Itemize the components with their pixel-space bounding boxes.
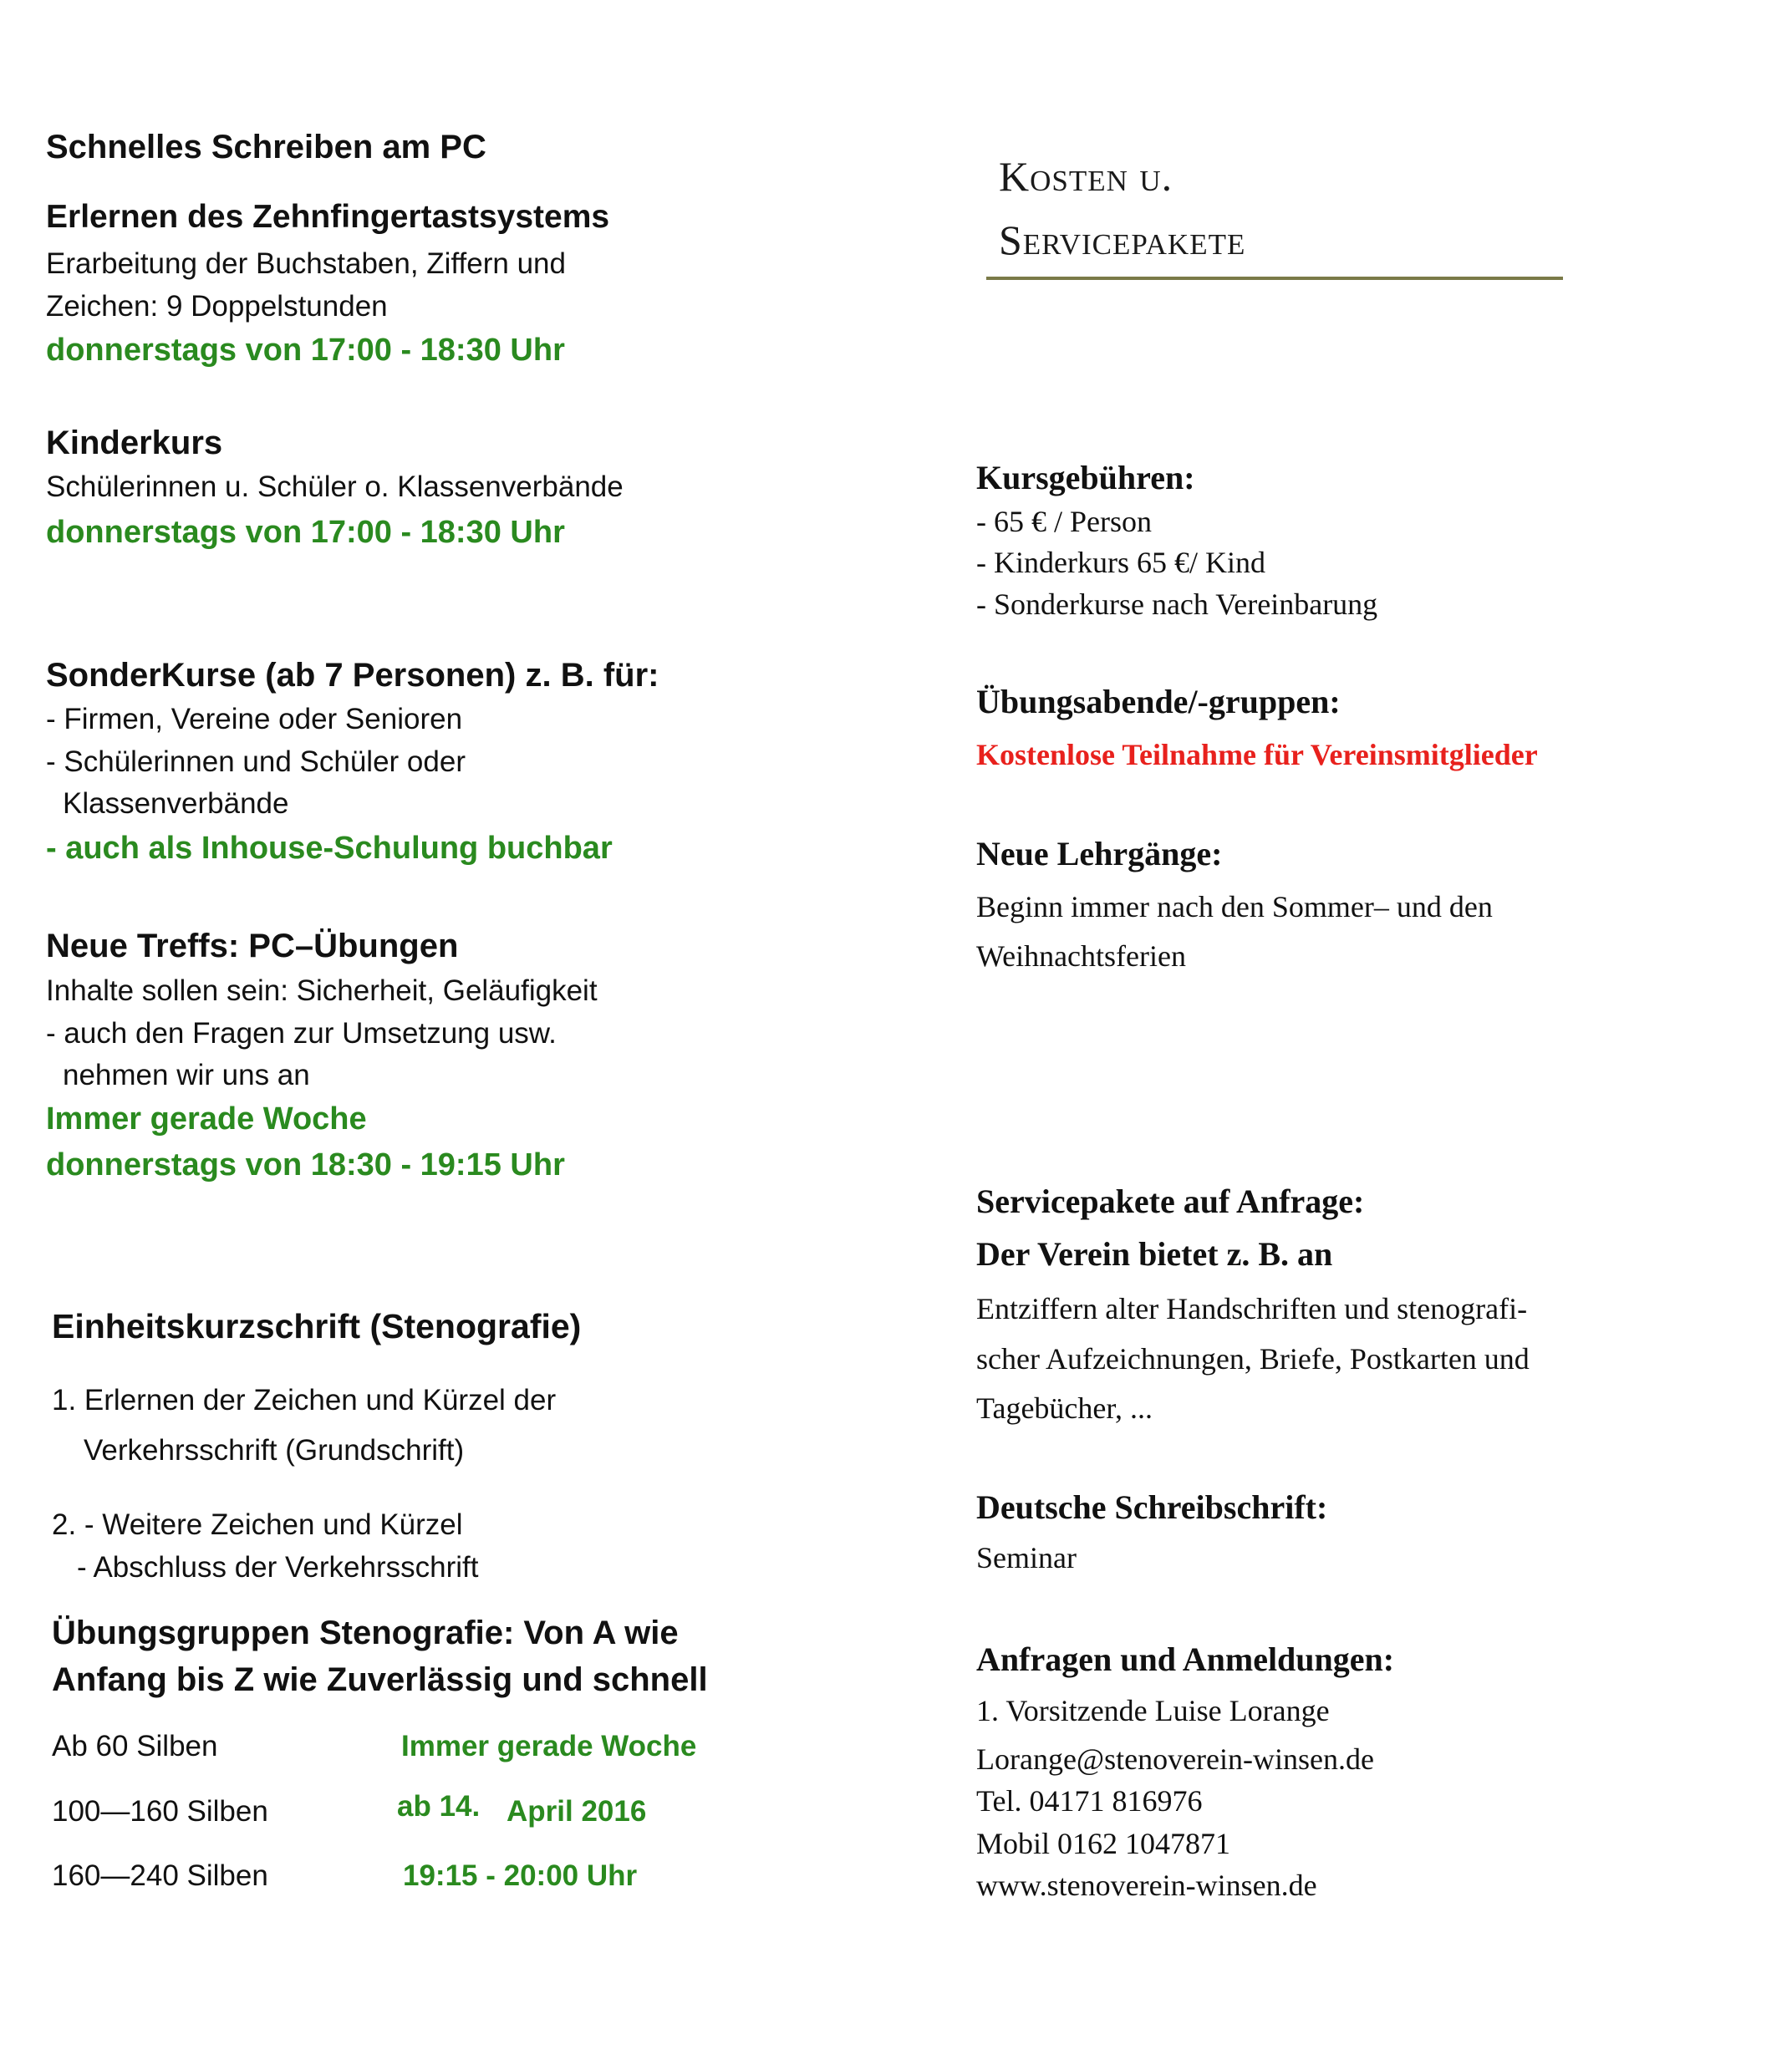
steno-heading: Einheitskurzschrift (Stenografie) [52, 1307, 582, 1345]
group-row-2-label: 100—160 Silben [52, 1795, 268, 1828]
treffs-line-2: - auch den Fragen zur Umsetzung usw. [46, 1017, 557, 1050]
group-row-2-info-b: April 2016 [507, 1795, 647, 1828]
groups-heading-1: Übungsgruppen Stenografie: Von A wie [52, 1615, 679, 1651]
service-line-1: Entziffern alter Handschriften und stenografi- [976, 1292, 1528, 1325]
sonderkurse-line-2: - Schülerinnen und Schüler oder [46, 745, 466, 778]
practice-free-note: Kostenlose Teilnahme für Vereinsmitglieder [976, 738, 1538, 771]
sonderkurse-heading: SonderKurse (ab 7 Personen) z. B. für: [46, 657, 659, 694]
treffs-line-3: nehmen wir uns an [63, 1059, 310, 1091]
treffs-time: donnerstags von 18:30 - 19:15 Uhr [46, 1147, 565, 1182]
practice-heading: Übungsabende/-gruppen: [976, 683, 1341, 720]
service-line-2: scher Aufzeichnungen, Briefe, Postkarten und [976, 1342, 1530, 1376]
kinderkurs-heading: Kinderkurs [46, 425, 223, 461]
zehnfinger-time: donnerstags von 17:00 - 18:30 Uhr [46, 333, 565, 368]
groups-heading-2: Anfang bis Z wie Zuverlässig und schnell [52, 1661, 708, 1698]
group-row-3-info: 19:15 - 20:00 Uhr [403, 1859, 638, 1892]
zehnfinger-line-1: Erarbeitung der Buchstaben, Ziffern und [46, 247, 566, 280]
steno-item-2a: 2. - Weitere Zeichen und Kürzel [52, 1508, 463, 1541]
fees-heading: Kursgebühren: [976, 459, 1195, 496]
fees-line-3: - Sonderkurse nach Vereinbarung [976, 587, 1378, 621]
group-row-1-label: Ab 60 Silben [52, 1730, 218, 1762]
courses-line-2: Weihnachtsferien [976, 939, 1186, 973]
zehnfinger-heading: Erlernen des Zehnfingertastsystems [46, 199, 610, 235]
title-underline [986, 277, 1563, 280]
courses-heading: Neue Lehrgänge: [976, 835, 1223, 872]
contact-phone: Tel. 04171 816976 [976, 1784, 1203, 1818]
group-row-3-label: 160—240 Silben [52, 1859, 268, 1892]
service-heading-1: Servicepakete auf Anfrage: [976, 1182, 1365, 1220]
contact-website[interactable]: www.stenoverein-winsen.de [976, 1869, 1317, 1902]
zehnfinger-line-2: Zeichen: 9 Doppelstunden [46, 290, 388, 323]
page-title-line-1: Kosten u. [999, 153, 1173, 200]
service-heading-2: Der Verein bietet z. B. an [976, 1235, 1333, 1273]
page-title-line-2: Servicepakete [999, 216, 1246, 263]
group-row-2-info-a: ab 14. [397, 1790, 481, 1823]
service-line-3: Tagebücher, ... [976, 1391, 1153, 1425]
fees-line-2: - Kinderkurs 65 €/ Kind [976, 546, 1265, 579]
script-heading: Deutsche Schreibschrift: [976, 1488, 1328, 1526]
inhouse-highlight: - auch als Inhouse-Schulung buchbar [46, 831, 613, 866]
contact-chair: 1. Vorsitzende Luise Lorange [976, 1694, 1330, 1727]
sonderkurse-line-3: Klassenverbände [63, 787, 289, 820]
kinderkurs-time: donnerstags von 17:00 - 18:30 Uhr [46, 515, 565, 550]
contact-email[interactable]: Lorange@stenoverein-winsen.de [976, 1742, 1374, 1776]
treffs-heading: Neue Treffs: PC–Übungen [46, 928, 459, 964]
script-line-1: Seminar [976, 1541, 1077, 1574]
fees-line-1: - 65 € / Person [976, 505, 1152, 538]
steno-item-1b: Verkehrsschrift (Grundschrift) [84, 1434, 465, 1467]
kinderkurs-line-1: Schülerinnen u. Schüler o. Klassenverbände [46, 470, 624, 503]
courses-line-1: Beginn immer nach den Sommer– und den [976, 890, 1493, 923]
contact-mobile: Mobil 0162 1047871 [976, 1827, 1231, 1860]
pc-heading: Schnelles Schreiben am PC [46, 129, 486, 165]
steno-item-2b: - Abschluss der Verkehrsschrift [77, 1551, 479, 1584]
group-row-1-info: Immer gerade Woche [401, 1730, 697, 1762]
treffs-line-1: Inhalte sollen sein: Sicherheit, Geläufigkeit [46, 974, 598, 1007]
contact-heading: Anfragen und Anmeldungen: [976, 1640, 1395, 1678]
sonderkurse-line-1: - Firmen, Vereine oder Senioren [46, 703, 463, 735]
treffs-week: Immer gerade Woche [46, 1101, 367, 1137]
steno-item-1a: 1. Erlernen der Zeichen und Kürzel der [52, 1384, 557, 1416]
